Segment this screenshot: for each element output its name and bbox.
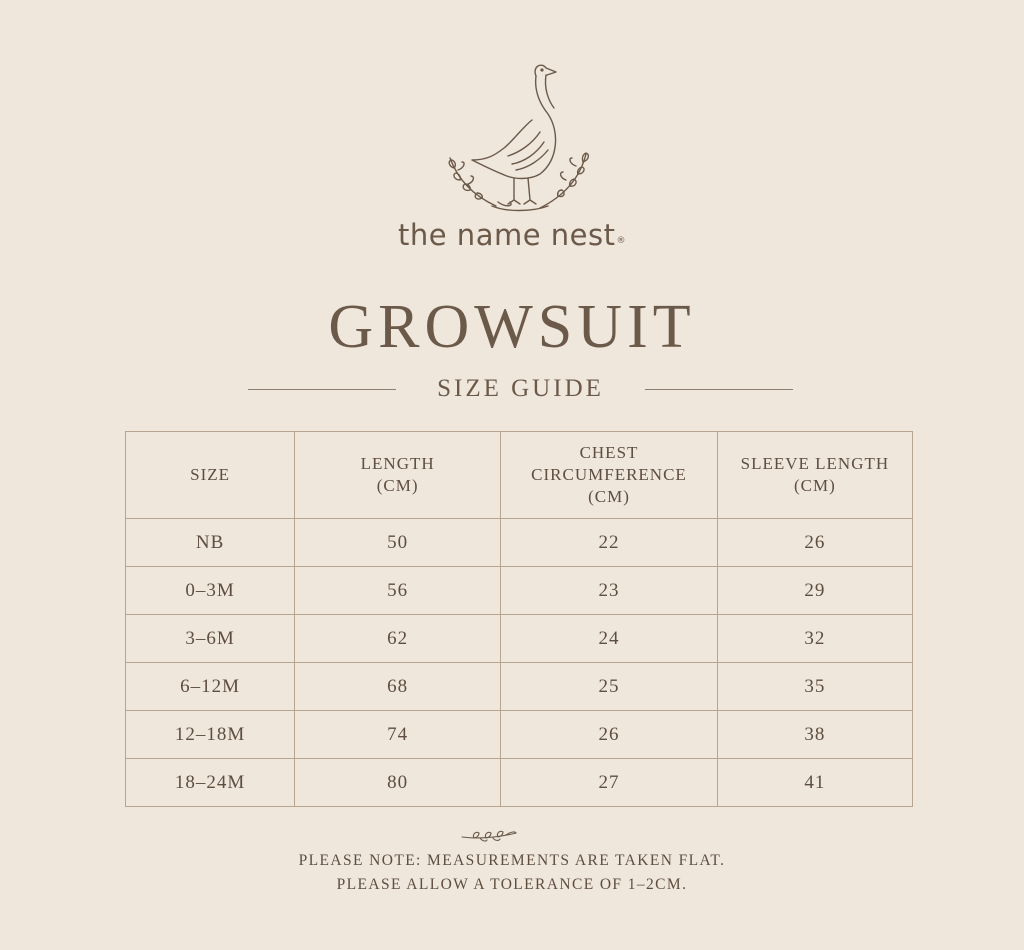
- cell-sleeve: 29: [717, 567, 912, 615]
- cell-chest: 23: [501, 567, 718, 615]
- header-chest: CHEST CIRCUMFERENCE (CM): [501, 432, 718, 519]
- cell-sleeve: 35: [717, 663, 912, 711]
- subtitle-row: [248, 374, 793, 404]
- cell-size: 6–12M: [126, 663, 295, 711]
- cell-chest: 22: [501, 519, 718, 567]
- note-line-2: PLEASE ALLOW A TOLERANCE OF 1–2CM.: [336, 876, 688, 893]
- size-guide-table: [125, 431, 913, 807]
- table-row: [126, 663, 913, 711]
- cell-size: 18–24M: [126, 759, 295, 807]
- cell-chest: 27: [501, 759, 718, 807]
- header-size: SIZE: [126, 432, 295, 519]
- table-row: [126, 567, 913, 615]
- note-line-1: PLEASE NOTE: MEASUREMENTS ARE TAKEN FLAT.: [298, 852, 726, 869]
- brand-name: the name nest®: [398, 218, 626, 252]
- cell-size: 0–3M: [126, 567, 295, 615]
- header-sleeve-length: SLEEVE LENGTH (CM): [717, 432, 912, 519]
- goose-logo-icon: [436, 56, 596, 216]
- divider-right: [645, 389, 793, 390]
- cell-length: 80: [295, 759, 501, 807]
- cell-size: 3–6M: [126, 615, 295, 663]
- table-row: [126, 519, 913, 567]
- page-subtitle: SIZE GUIDE: [437, 375, 604, 402]
- cell-length: 62: [295, 615, 501, 663]
- cell-size: NB: [126, 519, 295, 567]
- cell-chest: 26: [501, 711, 718, 759]
- cell-sleeve: 32: [717, 615, 912, 663]
- cell-sleeve: 38: [717, 711, 912, 759]
- page-title: GROWSUIT: [328, 293, 696, 361]
- leaf-sprig-icon: [460, 828, 518, 844]
- header-length: LENGTH (CM): [295, 432, 501, 519]
- cell-length: 50: [295, 519, 501, 567]
- cell-length: 56: [295, 567, 501, 615]
- cell-sleeve: 41: [717, 759, 912, 807]
- table-row: [126, 759, 913, 807]
- cell-size: 12–18M: [126, 711, 295, 759]
- table-row: [126, 615, 913, 663]
- registered-mark: ®: [616, 236, 626, 246]
- cell-chest: 25: [501, 663, 718, 711]
- cell-chest: 24: [501, 615, 718, 663]
- cell-sleeve: 26: [717, 519, 912, 567]
- cell-length: 68: [295, 663, 501, 711]
- cell-length: 74: [295, 711, 501, 759]
- table-row: [126, 711, 913, 759]
- table-header-row: [126, 432, 913, 519]
- divider-left: [248, 389, 396, 390]
